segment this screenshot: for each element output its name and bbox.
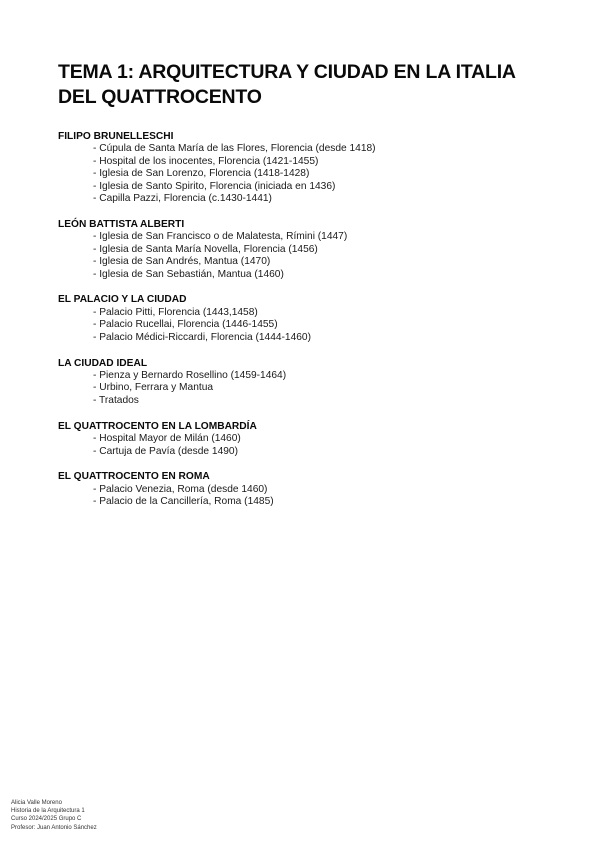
list-item: - Iglesia de Santa María Novella, Florencia (1456) [93, 243, 318, 255]
section-heading: LEÓN BATTISTA ALBERTI [58, 218, 185, 230]
list-item: - Palacio Médici-Riccardi, Florencia (1444-1460) [93, 331, 311, 343]
footer-course: Historia de la Arquitectura 1 [11, 808, 85, 815]
list-item: - Palacio Rucellai, Florencia (1446-1455) [93, 319, 278, 331]
work-list [58, 484, 558, 509]
list-item: - Iglesia de San Andrés, Mantua (1470) [93, 256, 271, 268]
work-list [58, 231, 558, 281]
list-item: - Iglesia de San Sebastián, Mantua (1460) [93, 268, 284, 280]
list-item: - Capilla Pazzi, Florencia (c.1430-1441) [93, 193, 272, 205]
list-item: - Iglesia de San Lorenzo, Florencia (1418-1428) [93, 168, 310, 180]
work-list [58, 433, 558, 458]
list-item: - Urbino, Ferrara y Mantua [93, 382, 214, 394]
list-item: - Pienza y Bernardo Rosellino (1459-1464) [93, 370, 287, 381]
work-list [58, 307, 558, 344]
list-item: - Cúpula de Santa María de las Flores, Florencia (desde 1418) [93, 143, 376, 155]
list-item: - Palacio Venezia, Roma (desde 1460) [93, 483, 268, 495]
list-item: - Iglesia de San Francisco o de Malatesta, Rímini (1447) [93, 231, 348, 243]
section-palacio-ciudad [58, 294, 558, 344]
section-heading: EL PALACIO Y LA CIUDAD [58, 294, 187, 306]
section-lombardia [58, 421, 558, 458]
page-title: TEMA 1: ARQUITECTURA Y CIUDAD EN LA ITALIA DEL QUATTROCENTO [58, 61, 516, 108]
section-roma [58, 471, 558, 508]
section-heading: EL QUATTROCENTO EN LA LOMBARDÍA [58, 420, 257, 432]
list-item: - Hospital Mayor de Milán (1460) [93, 433, 241, 445]
page-footer [11, 799, 97, 832]
section-heading: EL QUATTROCENTO EN ROMA [58, 471, 210, 483]
list-item: - Tratados [93, 394, 139, 406]
list-item: - Iglesia de Santo Spirito, Florencia (iniciada en 1436) [93, 180, 336, 192]
section-ciudad-ideal [58, 358, 558, 408]
section-heading: FILIPO BRUNELLESCHI [58, 131, 174, 142]
list-item: - Palacio de la Cancillería, Roma (1485) [93, 496, 274, 508]
work-list [58, 370, 558, 407]
section-brunelleschi [58, 131, 558, 205]
section-heading: LA CIUDAD IDEAL [58, 357, 148, 369]
footer-author: Alicia Valle Moreno [11, 800, 62, 806]
footer-term: Curso 2024/2025 Grupo C [11, 816, 82, 823]
work-list [58, 143, 558, 205]
footer-professor: Profesor: Juan Antonio Sánchez [11, 824, 97, 831]
list-item: - Hospital de los inocentes, Florencia (1421-1455) [93, 155, 319, 167]
list-item: - Palacio Pitti, Florencia (1443,1458) [93, 306, 258, 318]
topic-sections [58, 131, 558, 522]
section-alberti [58, 219, 558, 281]
list-item: - Cartuja de Pavía (desde 1490) [93, 445, 238, 457]
